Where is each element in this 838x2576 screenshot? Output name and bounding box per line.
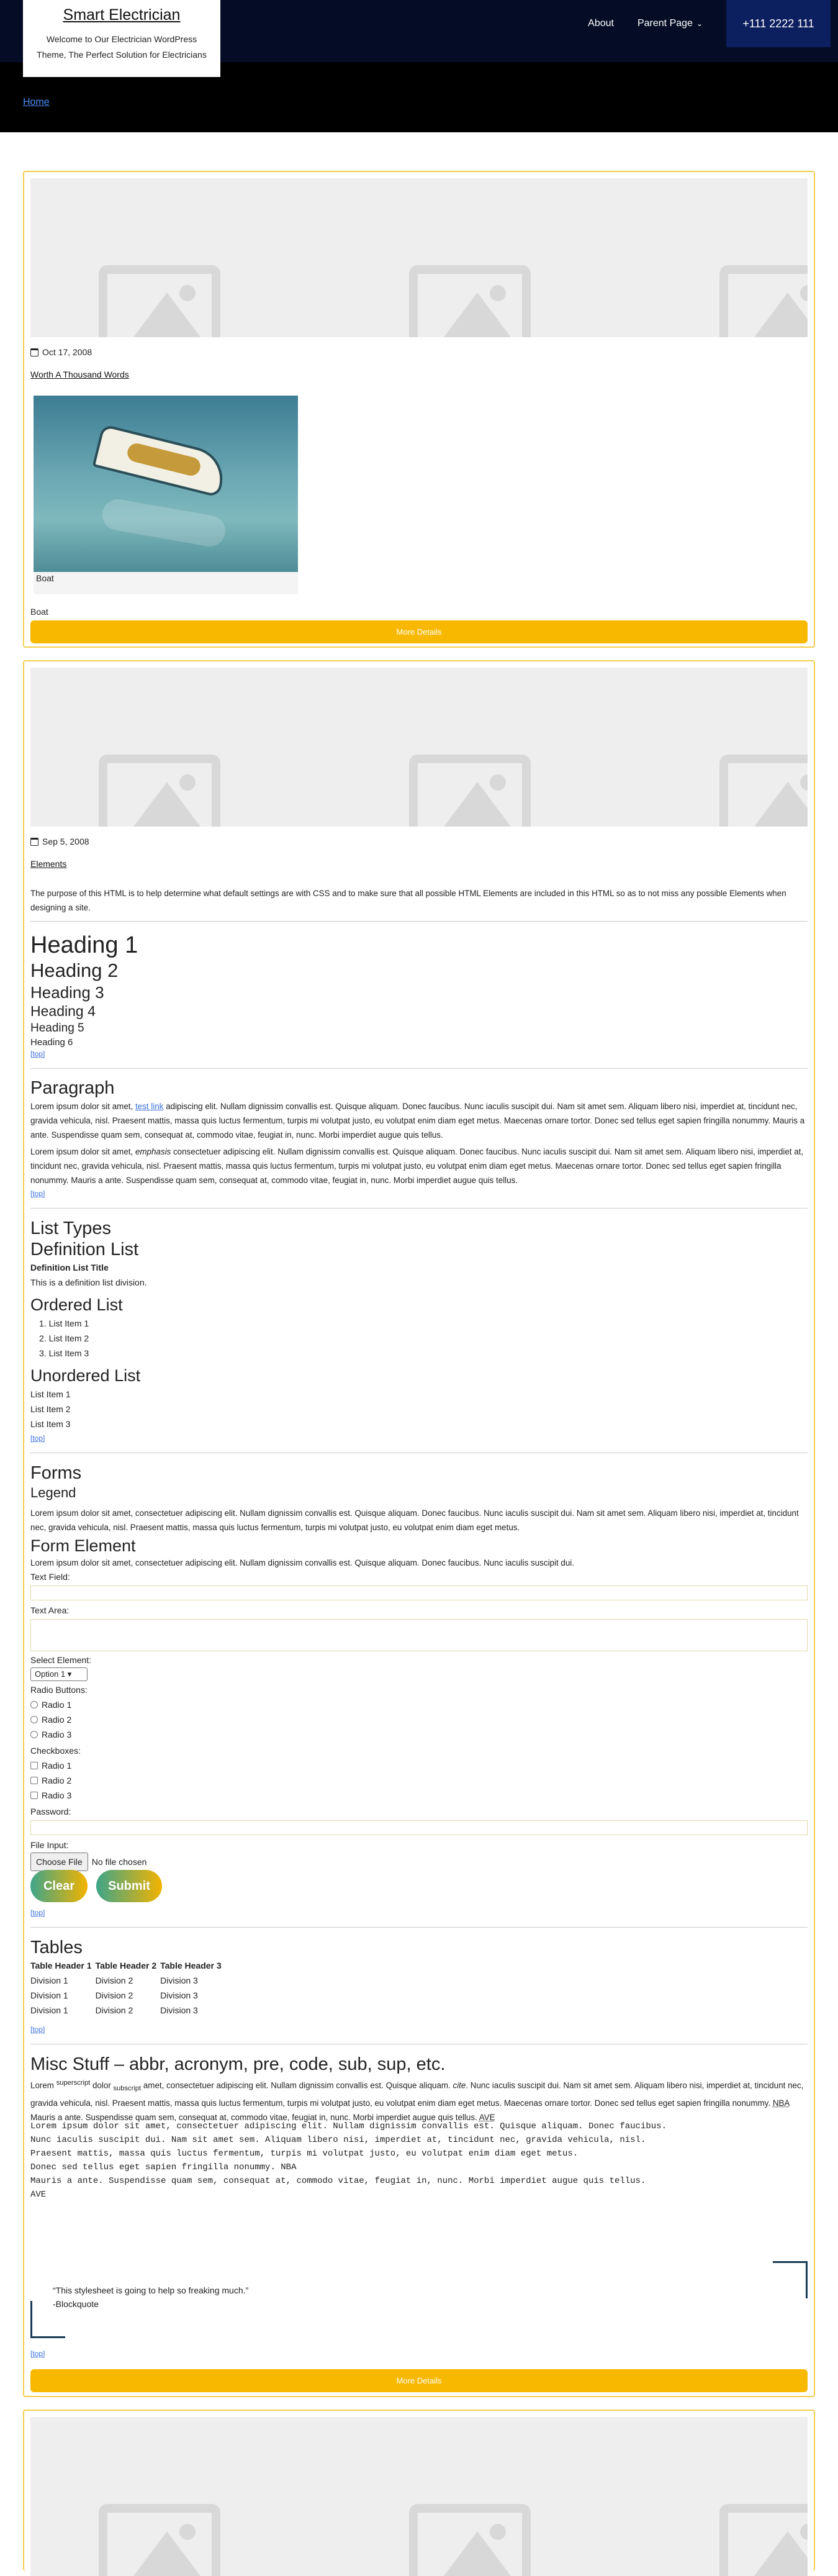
blockquote-text: “This stylesheet is going to help so freaking much.” — [53, 2285, 249, 2295]
top-link[interactable]: [top] — [30, 1189, 45, 1198]
post-thumbnail-placeholder — [30, 178, 808, 337]
post-date-text: Sep 5, 2008 — [42, 837, 89, 846]
checkbox-option[interactable]: Radio 1 — [30, 1761, 71, 1771]
text-area-label: Text Area: — [30, 1605, 70, 1615]
top-link[interactable]: [top] — [30, 2349, 45, 2358]
nav-item-about[interactable]: About — [588, 18, 614, 29]
misc-heading: Misc Stuff – abbr, acronym, pre, code, sub, sup, etc. — [30, 2054, 446, 2074]
text-field-input[interactable] — [30, 1585, 808, 1600]
tables-heading: Tables — [30, 1938, 83, 1957]
choose-file-button[interactable]: Choose File — [30, 1853, 88, 1871]
more-details-button[interactable]: More Details — [30, 2369, 808, 2392]
table-header: Table Header 3 — [160, 1961, 222, 1971]
paragraph-text: Lorem ipsum dolor sit amet, emphasis consectetuer adipiscing elit. Nullam dignissim convallis est. Quisque aliquam. Donec faucibus. Nunc iaculis suscipit dui. Nam sit amet sem. Aliquam libero nisi, imperdiet at, tincidunt nec, gravida vehicula, nisl. Praesent mattis, massa quis luctus fermentum, turpis mi volutpat justo, eu volutpat enim diam eget metus. Maecenas ornare tortor. Donec sed tellus eget sapien fringilla nonummy. Mauris a ante. Suspendisse quam sem, consequat at, commodo vitae, feugiat in, nunc. Morbi imperdiet augue quis tellus. — [30, 1147, 804, 1185]
image-placeholder-icon — [99, 2504, 220, 2576]
intro-text: The purpose of this HTML is to help determine what default settings are with CSS and to make sure that all possible HTML Elements are included in this HTML so as to not miss any possible Elements when designing a site. — [30, 889, 786, 912]
image-placeholder-icon — [409, 755, 531, 827]
heading-4: Heading 4 — [30, 1003, 96, 1019]
radio-option[interactable]: Radio 2 — [30, 1715, 71, 1725]
boat-image — [34, 396, 298, 572]
paragraph-heading: Paragraph — [30, 1078, 115, 1098]
radio-option[interactable]: Radio 1 — [30, 1700, 71, 1710]
ordered-list-heading: Ordered List — [30, 1295, 123, 1314]
calendar-icon — [30, 838, 38, 846]
heading-6: Heading 6 — [30, 1037, 73, 1048]
blockquote-corner — [30, 2301, 65, 2338]
breadcrumb-home-link[interactable]: Home — [23, 97, 50, 107]
select-element[interactable]: Option 1 ▾ — [30, 1667, 88, 1681]
file-input-label: File Input: — [30, 1840, 69, 1850]
form-element-heading: Form Element — [30, 1536, 136, 1555]
post-title-link[interactable]: Worth A Thousand Words — [30, 370, 129, 379]
text-field-label: Text Field: — [30, 1572, 70, 1582]
submit-button[interactable]: Submit — [96, 1870, 162, 1902]
image-placeholder-icon — [99, 755, 220, 827]
top-link[interactable]: [top] — [30, 1434, 45, 1443]
password-input[interactable] — [30, 1820, 808, 1835]
calendar-icon — [30, 348, 38, 356]
list-types-heading: List Types — [30, 1218, 112, 1238]
misc-text: Lorem $^{superscript}$ dolor $_{subscript}$ amet, consectetuer adipiscing elit. Nullam dignissim convallis est. Quisque aliquam. cite. Nunc iaculis suscipit dui. Nam sit amet sem. Aliquam libero nisi, imperdiet at, tincidunt nec, gravida vehicula, nisl. Praesent mattis, massa quis luctus fermentum, turpis mi volutpat justo, eu volutpat enim diam eget metus. Maecenas ornare tortor. Donec sed tellus eget sapien fringilla nonummy. NBA Mauris a ante. Suspendisse quam sem, consequat at, commodo vitae, feugiat in, nunc. Morbi imperdiet augue quis tellus. AVE — [30, 2079, 804, 2123]
list-item: List Item 2 — [30, 1404, 71, 1414]
table-header: Table Header 1 — [30, 1961, 92, 1971]
radio-label: Radio Buttons: — [30, 1685, 88, 1695]
unordered-list-heading: Unordered List — [30, 1366, 141, 1385]
image-placeholder-icon — [719, 265, 808, 337]
table-row: Division 1 Division 2 Division 3 — [30, 1990, 198, 2000]
more-details-button[interactable]: More Details — [30, 620, 808, 643]
checkbox-option[interactable]: Radio 2 — [30, 1776, 71, 1785]
definition-list-description: This is a definition list division. — [30, 1277, 147, 1287]
image-placeholder-icon — [719, 755, 808, 827]
logo-box — [23, 0, 220, 77]
site-title[interactable]: Smart Electrician — [63, 6, 181, 24]
post-figure — [34, 396, 298, 594]
table-row: Division 1 Division 2 Division 3 — [30, 2005, 198, 2015]
post-thumbnail-placeholder — [30, 668, 808, 827]
paragraph-text: Lorem ipsum dolor sit amet, test link adipiscing elit. Nullam dignissim convallis est. Quisque aliquam. Donec faucibus. Nunc iaculis suscipit dui. Nam sit amet sem. Aliquam libero nisi, imperdiet at, tincidunt nec, gravida vehicula, nisl. Praesent mattis, massa quis luctus fermentum, turpis mi volutpat justo, eu volutpat enim diam eget metus. Maecenas ornare tortor. Donec sed tellus eget sapien fringilla nonummy. Mauris a ante. Suspendisse quam sem, consequat at, commodo vitae, feugiat in, nunc. Morbi imperdiet augue quis tellus. — [30, 1102, 805, 1140]
heading-2: Heading 2 — [30, 959, 119, 981]
nav-item-label: Parent Page — [637, 18, 693, 29]
legend-heading: Legend — [30, 1485, 76, 1500]
definition-list-title: Definition List Title — [30, 1263, 109, 1272]
image-placeholder-icon — [99, 265, 220, 337]
password-label: Password: — [30, 1807, 71, 1816]
image-placeholder-icon — [409, 2504, 531, 2576]
form-element-text: Lorem ipsum dolor sit amet, consectetuer adipiscing elit. Nullam dignissim convallis est. Quisque aliquam. Donec faucibus. Nunc iaculis suscipit dui. — [30, 1558, 574, 1567]
post-date-text: Oct 17, 2008 — [42, 347, 92, 357]
post-date — [30, 837, 808, 846]
preformatted-text: Lorem ipsum dolor sit amet, consectetuer adipiscing elit. Nullam dignissim convallis est. Quisque aliquam. Donec faucibus. Nunc iaculis suscipit dui. Nam sit amet sem. Aliquam libero nisi, imperdiet at, tincidunt nec, gravida vehicula, nisl. Praesent mattis, massa quis luctus fermentum, turpis mi volutpat justo, eu volutpat enim diam eget metus. Donec sed tellus eget sapien fringilla nonummy. NBA Mauris a ante. Suspendisse quam sem, consequat at, commodo vitae, feugiat in, nunc. Morbi imperdiet augue quis tellus. AVE — [30, 2121, 667, 2200]
image-placeholder-icon — [409, 265, 531, 337]
legend-text: Lorem ipsum dolor sit amet, consectetuer adipiscing elit. Nullam dignissim convallis est. Quisque aliquam. Donec faucibus. Nunc iaculis suscipit dui. Nam sit amet sem. Aliquam libero nisi, imperdiet at, tincidunt nec, gravida vehicula, nisl. Praesent mattis, massa quis luctus fermentum, turpis mi volutpat justo, eu volutpat enim diam eget metus. — [30, 1508, 799, 1532]
post-date — [30, 347, 808, 357]
post-title-link[interactable]: Elements — [30, 859, 67, 869]
top-link[interactable]: [top] — [30, 1908, 45, 1917]
phone-button[interactable]: +111 2222 111 — [726, 0, 831, 47]
data-table — [30, 1958, 225, 2018]
site-description: Welcome to Our Electrician WordPress Theme, The Perfect Solution for Electricians — [37, 34, 207, 60]
list-item: List Item 3 — [30, 1419, 71, 1429]
post-card — [23, 2410, 815, 2571]
list-item: List Item 1 — [30, 1389, 71, 1399]
image-placeholder-icon — [719, 2504, 808, 2576]
forms-heading: Forms — [30, 1463, 82, 1483]
top-link[interactable]: [top] — [30, 1050, 45, 1058]
post-excerpt: Boat — [30, 607, 48, 617]
radio-option[interactable]: Radio 3 — [30, 1730, 71, 1739]
table-header: Table Header 2 — [95, 1961, 157, 1971]
test-link[interactable]: test link — [135, 1102, 164, 1111]
list-item: 1. List Item 1 — [39, 1318, 89, 1328]
heading-3: Heading 3 — [30, 983, 104, 1002]
list-item: 3. List Item 3 — [39, 1348, 89, 1358]
list-item: 2. List Item 2 — [39, 1333, 89, 1343]
post-card — [23, 171, 815, 648]
heading-1: Heading 1 — [30, 932, 138, 958]
post-card — [23, 660, 815, 2397]
blockquote-corner — [773, 2261, 808, 2298]
top-link[interactable]: [top] — [30, 2025, 45, 2034]
select-label: Select Element: — [30, 1655, 92, 1665]
checkbox-label: Checkboxes: — [30, 1746, 81, 1756]
checkbox-option[interactable]: Radio 3 — [30, 1790, 71, 1800]
chevron-down-icon: ⌄ — [696, 19, 703, 28]
emphasis-text: emphasis — [135, 1147, 171, 1156]
post-thumbnail-placeholder — [30, 2417, 808, 2576]
definition-list-heading: Definition List — [30, 1240, 139, 1259]
figure-caption: Boat — [36, 573, 54, 583]
text-area-input[interactable] — [30, 1619, 808, 1651]
blockquote-cite: -Blockquote — [53, 2299, 99, 2309]
nav-item-parent-page[interactable] — [638, 18, 703, 29]
heading-5: Heading 5 — [30, 1022, 84, 1035]
chevron-down-icon: ▾ — [67, 1669, 72, 1679]
main-nav — [588, 0, 838, 47]
clear-button[interactable]: Clear — [30, 1870, 88, 1902]
file-input: Choose File No file chosen — [30, 1853, 808, 1871]
table-row: Division 1 Division 2 Division 3 — [30, 1975, 198, 1985]
